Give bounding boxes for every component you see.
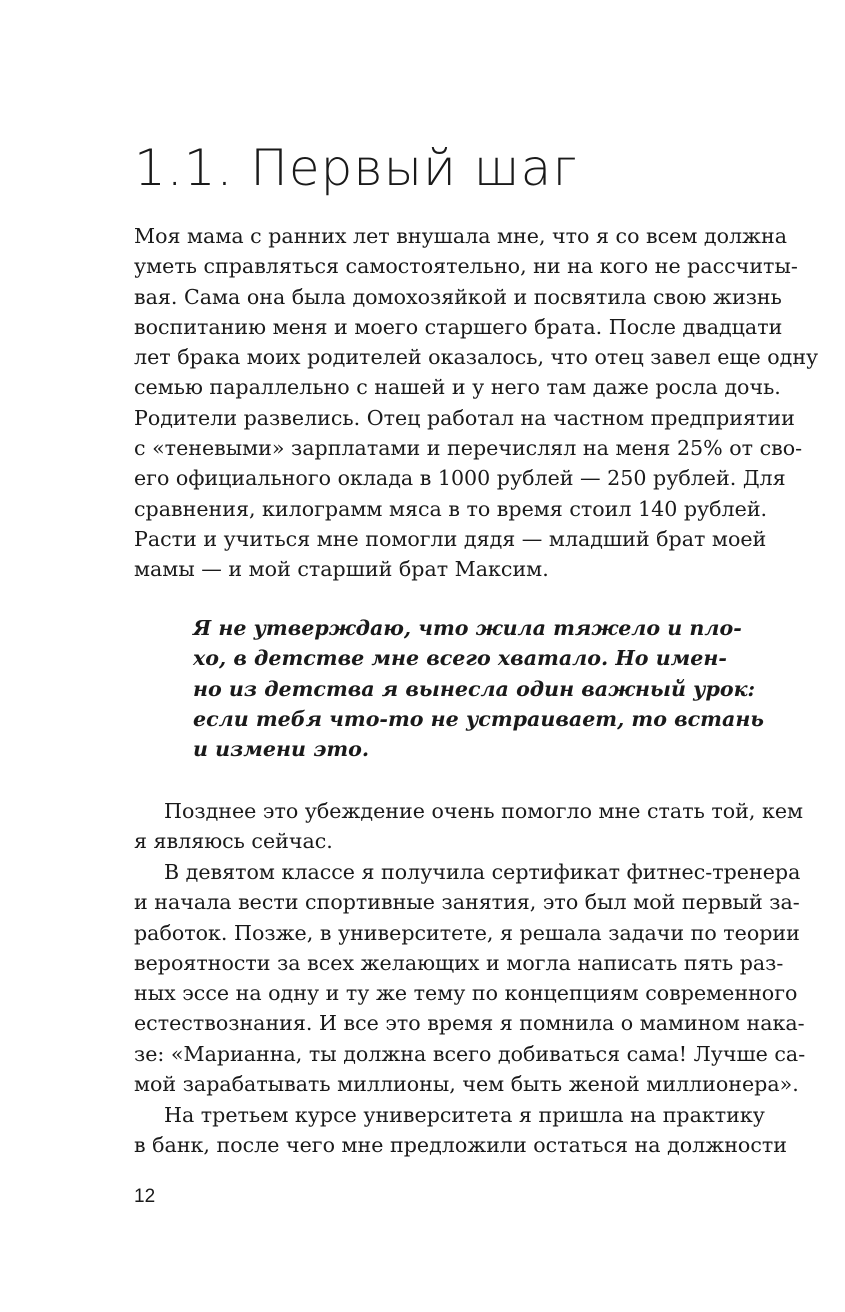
text-line: В девятом классе я получила сертификат фитнес-тренера bbox=[164, 860, 801, 884]
chapter-title: 1.1. Первый шаг bbox=[134, 139, 578, 197]
text-line: На третьем курсе университета я пришла на практику bbox=[164, 1103, 765, 1127]
text-line: Родители развелись. Отец работал на частном предприятии bbox=[134, 405, 795, 430]
quote-line: но из детства я вынесла один важный урок: bbox=[193, 676, 756, 701]
quote-line: хо, в детстве мне всего хватало. Но имен- bbox=[193, 646, 727, 671]
text-line: в банк, после чего мне предложили остаться на должности bbox=[134, 1133, 787, 1158]
paragraph-2 bbox=[134, 796, 804, 857]
text-line: мамы — и мой старший брат Максим. bbox=[134, 557, 549, 582]
quote-line: и измени это. bbox=[193, 737, 370, 762]
paragraph-1 bbox=[134, 221, 819, 585]
text-line: сравнения, килограмм мяса в то время стоил 140 рублей. bbox=[134, 496, 768, 521]
paragraph-3 bbox=[134, 857, 806, 1099]
text-line: Моя мама с ранних лет внушала мне, что я со всем должна bbox=[134, 224, 787, 248]
text-line: его официального оклада в 1000 рублей — 250 рублей. Для bbox=[134, 466, 786, 491]
text-line: и начала вести спортивные занятия, это был мой первый за- bbox=[134, 890, 800, 915]
text-line: зе: «Марианна, ты должна всего добиваться сама! Лучше са- bbox=[134, 1041, 806, 1066]
text-line: Расти и учиться мне помогли дядя — младший брат моей bbox=[134, 526, 767, 551]
text-line: семью параллельно с нашей и у него там даже росла дочь. bbox=[134, 375, 781, 400]
text-line: ных эссе на одну и ту же тему по концепциям современного bbox=[134, 981, 798, 1006]
text-line: Позднее это убеждение очень помогло мне стать той, кем bbox=[164, 799, 804, 823]
text-line: я являюсь сейчас. bbox=[134, 829, 333, 854]
text-line: естествознания. И все это время я помнила о мамином нака- bbox=[134, 1011, 805, 1036]
page-number: 12 bbox=[134, 1186, 156, 1207]
text-line: уметь справляться самостоятельно, ни на кого не рассчиты- bbox=[134, 254, 798, 279]
text-line: лет брака моих родителей оказалось, что отец завел еще одну bbox=[134, 345, 819, 370]
quote-line: если тебя что-то не устраивает, то встань bbox=[193, 706, 764, 731]
text-line: воспитанию меня и моего старшего брата. После двадцати bbox=[134, 314, 783, 339]
quote-line: Я не утверждаю, что жила тяжело и пло- bbox=[193, 616, 742, 640]
text-line: вая. Сама она была домохозяйкой и посвятила свою жизнь bbox=[134, 284, 782, 309]
text-line: работок. Позже, в университете, я решала задачи по теории bbox=[134, 920, 800, 945]
text-line: вероятности за всех желающих и могла написать пять раз- bbox=[134, 950, 784, 975]
pull-quote bbox=[193, 613, 764, 764]
text-line: мой зарабатывать миллионы, чем быть женой миллионера». bbox=[134, 1072, 799, 1097]
paragraph-4 bbox=[134, 1100, 787, 1161]
text-line: с «теневыми» зарплатами и перечислял на меня 25% от сво- bbox=[134, 436, 803, 461]
